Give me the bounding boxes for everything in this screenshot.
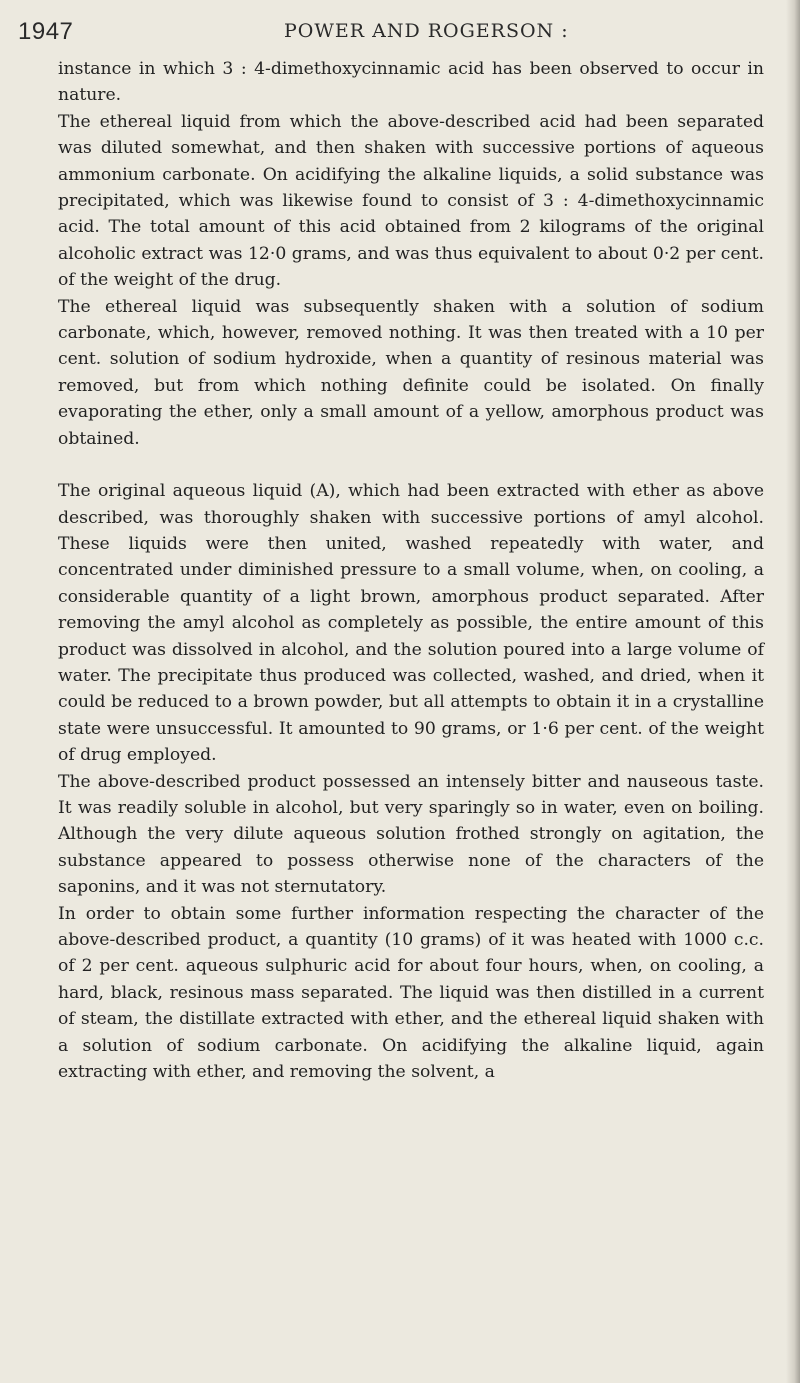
running-head: POWER AND ROGERSON :	[284, 20, 569, 42]
paragraph: In order to obtain some further information respecting the character of the above-described product, a quantity (10 grams) of it was heated with 1000 c.c. of 2 per cent. aqueous sulphuric acid for about four hours, when, on cooling, a hard, black, resinous mass separated. The liquid was then distilled in a current of steam, the distillate extracted with ether, and the ethereal liquid shaken with a solution of sodium carbonate. On acidifying the alkaline liquid, again extracting with ether, and removing the solvent, a	[58, 903, 764, 1083]
paragraph: The ethereal liquid was subsequently shaken with a solution of sodium carbonate, which, however, removed nothing. It was then treated with a 10 per cent. solution of sodium hydroxide, when a quantity of resinous material was removed, but from which nothing definite could be isolated. On finally evaporating the ether, only a small amount of a yellow, amorphous product was obtained.	[58, 296, 764, 449]
paragraph: instance in which 3 : 4-dimethoxycinnamic acid has been observed to occur in nature.	[58, 59, 764, 106]
body-text	[58, 56, 764, 1085]
page-header	[18, 18, 778, 48]
paragraph: The ethereal liquid from which the above-described acid had been separated was diluted somewhat, and then shaken with successive portions of aqueous ammonium carbonate. On acidifying the alkaline liquids, a solid substance was precipitated, which was likewise found to consist of 3 : 4-dimethoxycinnamic acid. The total amount of this acid obtained from 2 kilograms of the original alcoholic extract was 12·0 grams, and was thus equivalent to about 0·2 per cent. of the weight of the drug.	[58, 111, 764, 291]
page-year: 1947	[18, 18, 74, 45]
paragraph: The original aqueous liquid (A), which had been extracted with ether as above described, was thoroughly shaken with successive portions of amyl alcohol. These liquids were then united, washed repeatedly with water, and concentrated under diminished pressure to a small volume, when, on cooling, a considerable quantity of a light brown, amorphous product separated. After removing the amyl alcohol as completely as possible, the entire amount of this product was dissolved in alcohol, and the solution poured into a large volume of water. The precipitate thus produced was collected, washed, and dried, when it could be reduced to a brown powder, but all attempts to obtain it in a crystalline state were unsuccessful. It amounted to 90 grams, or 1·6 per cent. of the weight of drug employed.	[58, 481, 764, 766]
paragraph-gap	[58, 452, 764, 478]
paragraph: The above-described product possessed an intensely bitter and nauseous taste. It was readily soluble in alcohol, but very sparingly so in water, even on boiling. Although the very dilute aqueous solution frothed strongly on agitation, the substance appeared to possess otherwise none of the characters of the saponins, and it was not sternutatory.	[58, 771, 764, 898]
page-edge-shadow	[786, 0, 800, 1383]
